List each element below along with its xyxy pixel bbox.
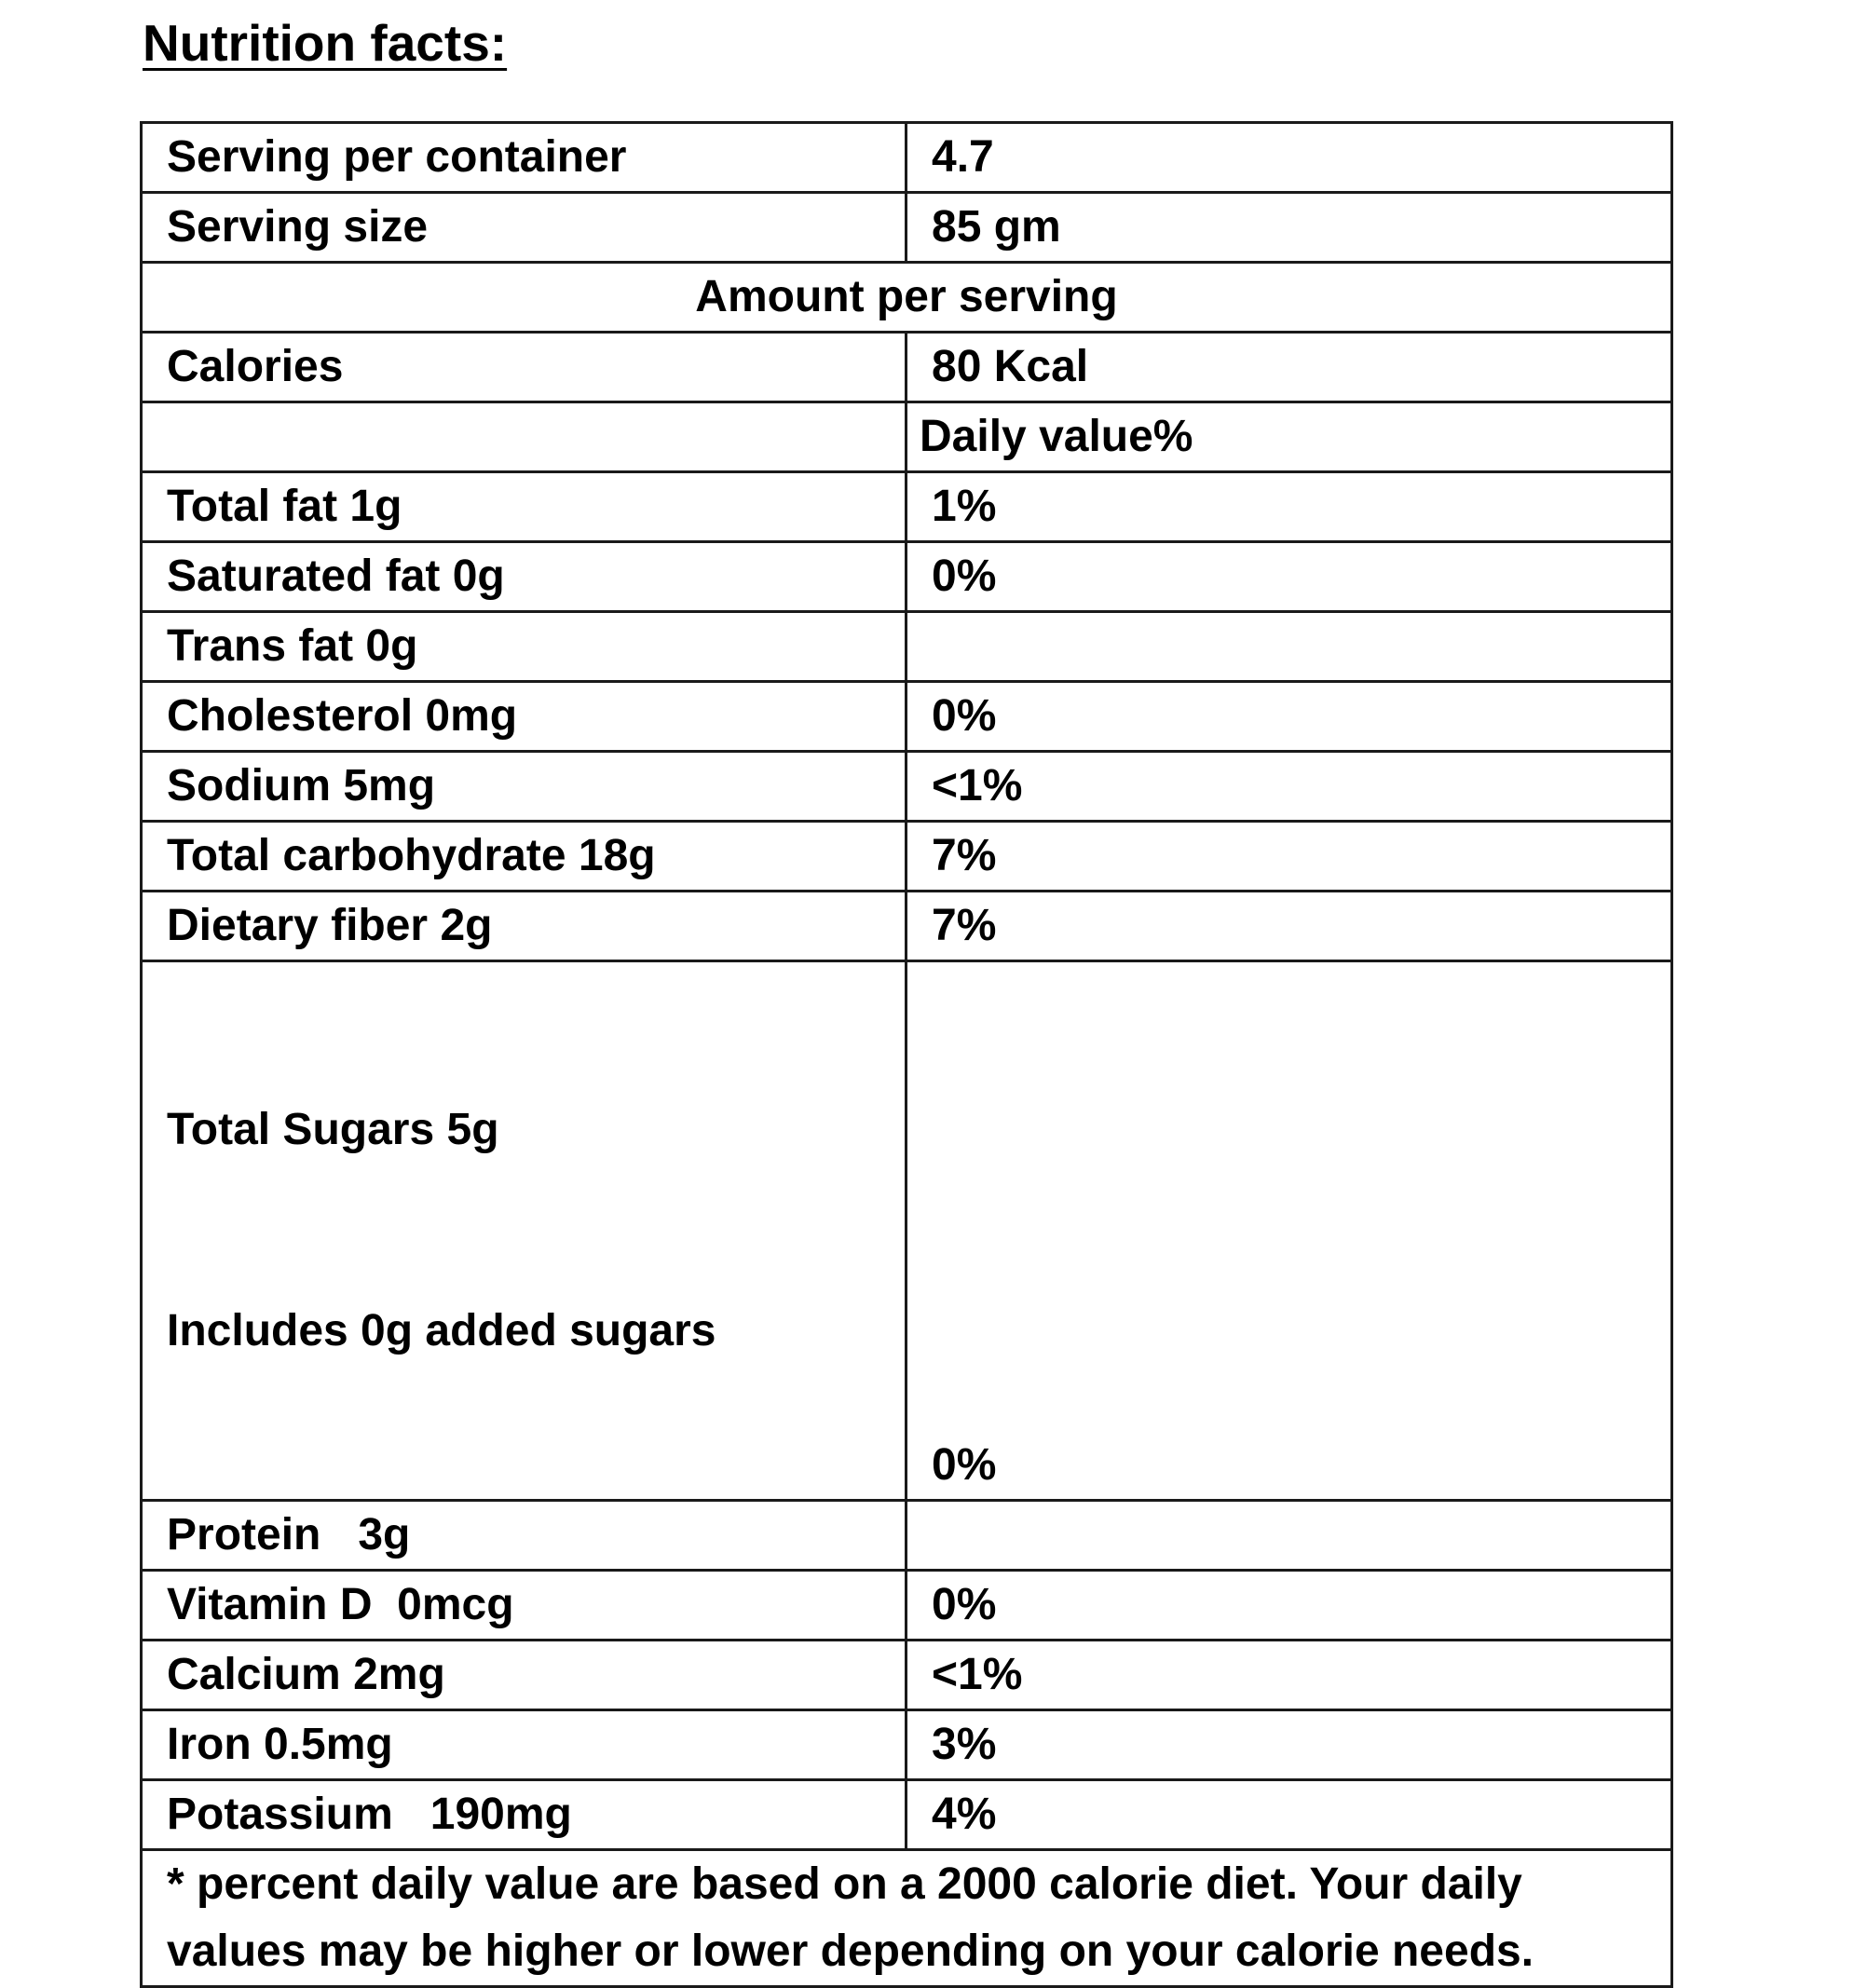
empty-cell: [142, 402, 907, 472]
nutrient-label: Potassium 190mg: [142, 1780, 907, 1850]
nutrient-daily-value: 7%: [907, 822, 1672, 892]
row-value: 4.7: [907, 123, 1672, 193]
table-row-sugars: [142, 961, 1672, 1501]
table-row: [142, 612, 1672, 682]
table-row: [142, 472, 1672, 542]
nutrient-daily-value: 7%: [907, 892, 1672, 961]
amount-per-serving-header: Amount per serving: [142, 263, 1672, 333]
table-row: [142, 682, 1672, 752]
nutrient-daily-value: 0%: [907, 1571, 1672, 1641]
table-row: [142, 1501, 1672, 1571]
nutrient-label: Sodium 5mg: [142, 752, 907, 822]
nutrient-label: Calcium 2mg: [142, 1641, 907, 1710]
table-row: [142, 1571, 1672, 1641]
nutrient-label: Vitamin D 0mcg: [142, 1571, 907, 1641]
nutrient-daily-value: 3%: [907, 1710, 1672, 1780]
total-sugars-label: Total Sugars 5g: [167, 1105, 499, 1154]
table-row: [142, 892, 1672, 961]
nutrient-label: Iron 0.5mg: [142, 1710, 907, 1780]
table-row: [142, 1780, 1672, 1850]
nutrient-label: Dietary fiber 2g: [142, 892, 907, 961]
row-label: Serving per container: [142, 123, 907, 193]
table-row-serving-size: [142, 193, 1672, 263]
nutrient-label: Total fat 1g: [142, 472, 907, 542]
table-row: [142, 822, 1672, 892]
nutrient-daily-value: 0%: [907, 682, 1672, 752]
nutrient-daily-value: [907, 1501, 1672, 1571]
table-row-serving-per-container: [142, 123, 1672, 193]
row-value: 85 gm: [907, 193, 1672, 263]
table-row: [142, 1641, 1672, 1710]
nutrient-label: Saturated fat 0g: [142, 542, 907, 612]
table-row-footnote: [142, 1850, 1672, 1987]
nutrient-label: Trans fat 0g: [142, 612, 907, 682]
nutrient-daily-value: <1%: [907, 1641, 1672, 1710]
table-row-amount-per-serving: [142, 263, 1672, 333]
nutrient-label: Total carbohydrate 18g: [142, 822, 907, 892]
table-row-calories: [142, 333, 1672, 402]
table-row: [142, 1710, 1672, 1780]
row-value: 80 Kcal: [907, 333, 1672, 402]
table-row: [142, 752, 1672, 822]
row-label: Calories: [142, 333, 907, 402]
nutrient-label: Cholesterol 0mg: [142, 682, 907, 752]
nutrition-facts-table: [140, 121, 1673, 1988]
sugars-daily-value: 0%: [907, 961, 1672, 1501]
sugars-label: [142, 961, 907, 1501]
nutrient-daily-value: [907, 612, 1672, 682]
nutrient-daily-value: <1%: [907, 752, 1672, 822]
nutrient-daily-value: 1%: [907, 472, 1672, 542]
footnote: * percent daily value are based on a 2000 calorie diet. Your daily values may be higher or lower depending on your calorie needs.: [142, 1850, 1672, 1987]
daily-value-header: Daily value%: [907, 402, 1672, 472]
nutrient-label: Protein 3g: [142, 1501, 907, 1571]
nutrient-daily-value: 4%: [907, 1780, 1672, 1850]
nutrient-daily-value: 0%: [907, 542, 1672, 612]
table-row: [142, 542, 1672, 612]
table-row-daily-value-header: [142, 402, 1672, 472]
row-label: Serving size: [142, 193, 907, 263]
added-sugars-label: Includes 0g added sugars: [167, 1306, 716, 1355]
nutrition-facts-heading: Nutrition facts:: [143, 14, 508, 72]
